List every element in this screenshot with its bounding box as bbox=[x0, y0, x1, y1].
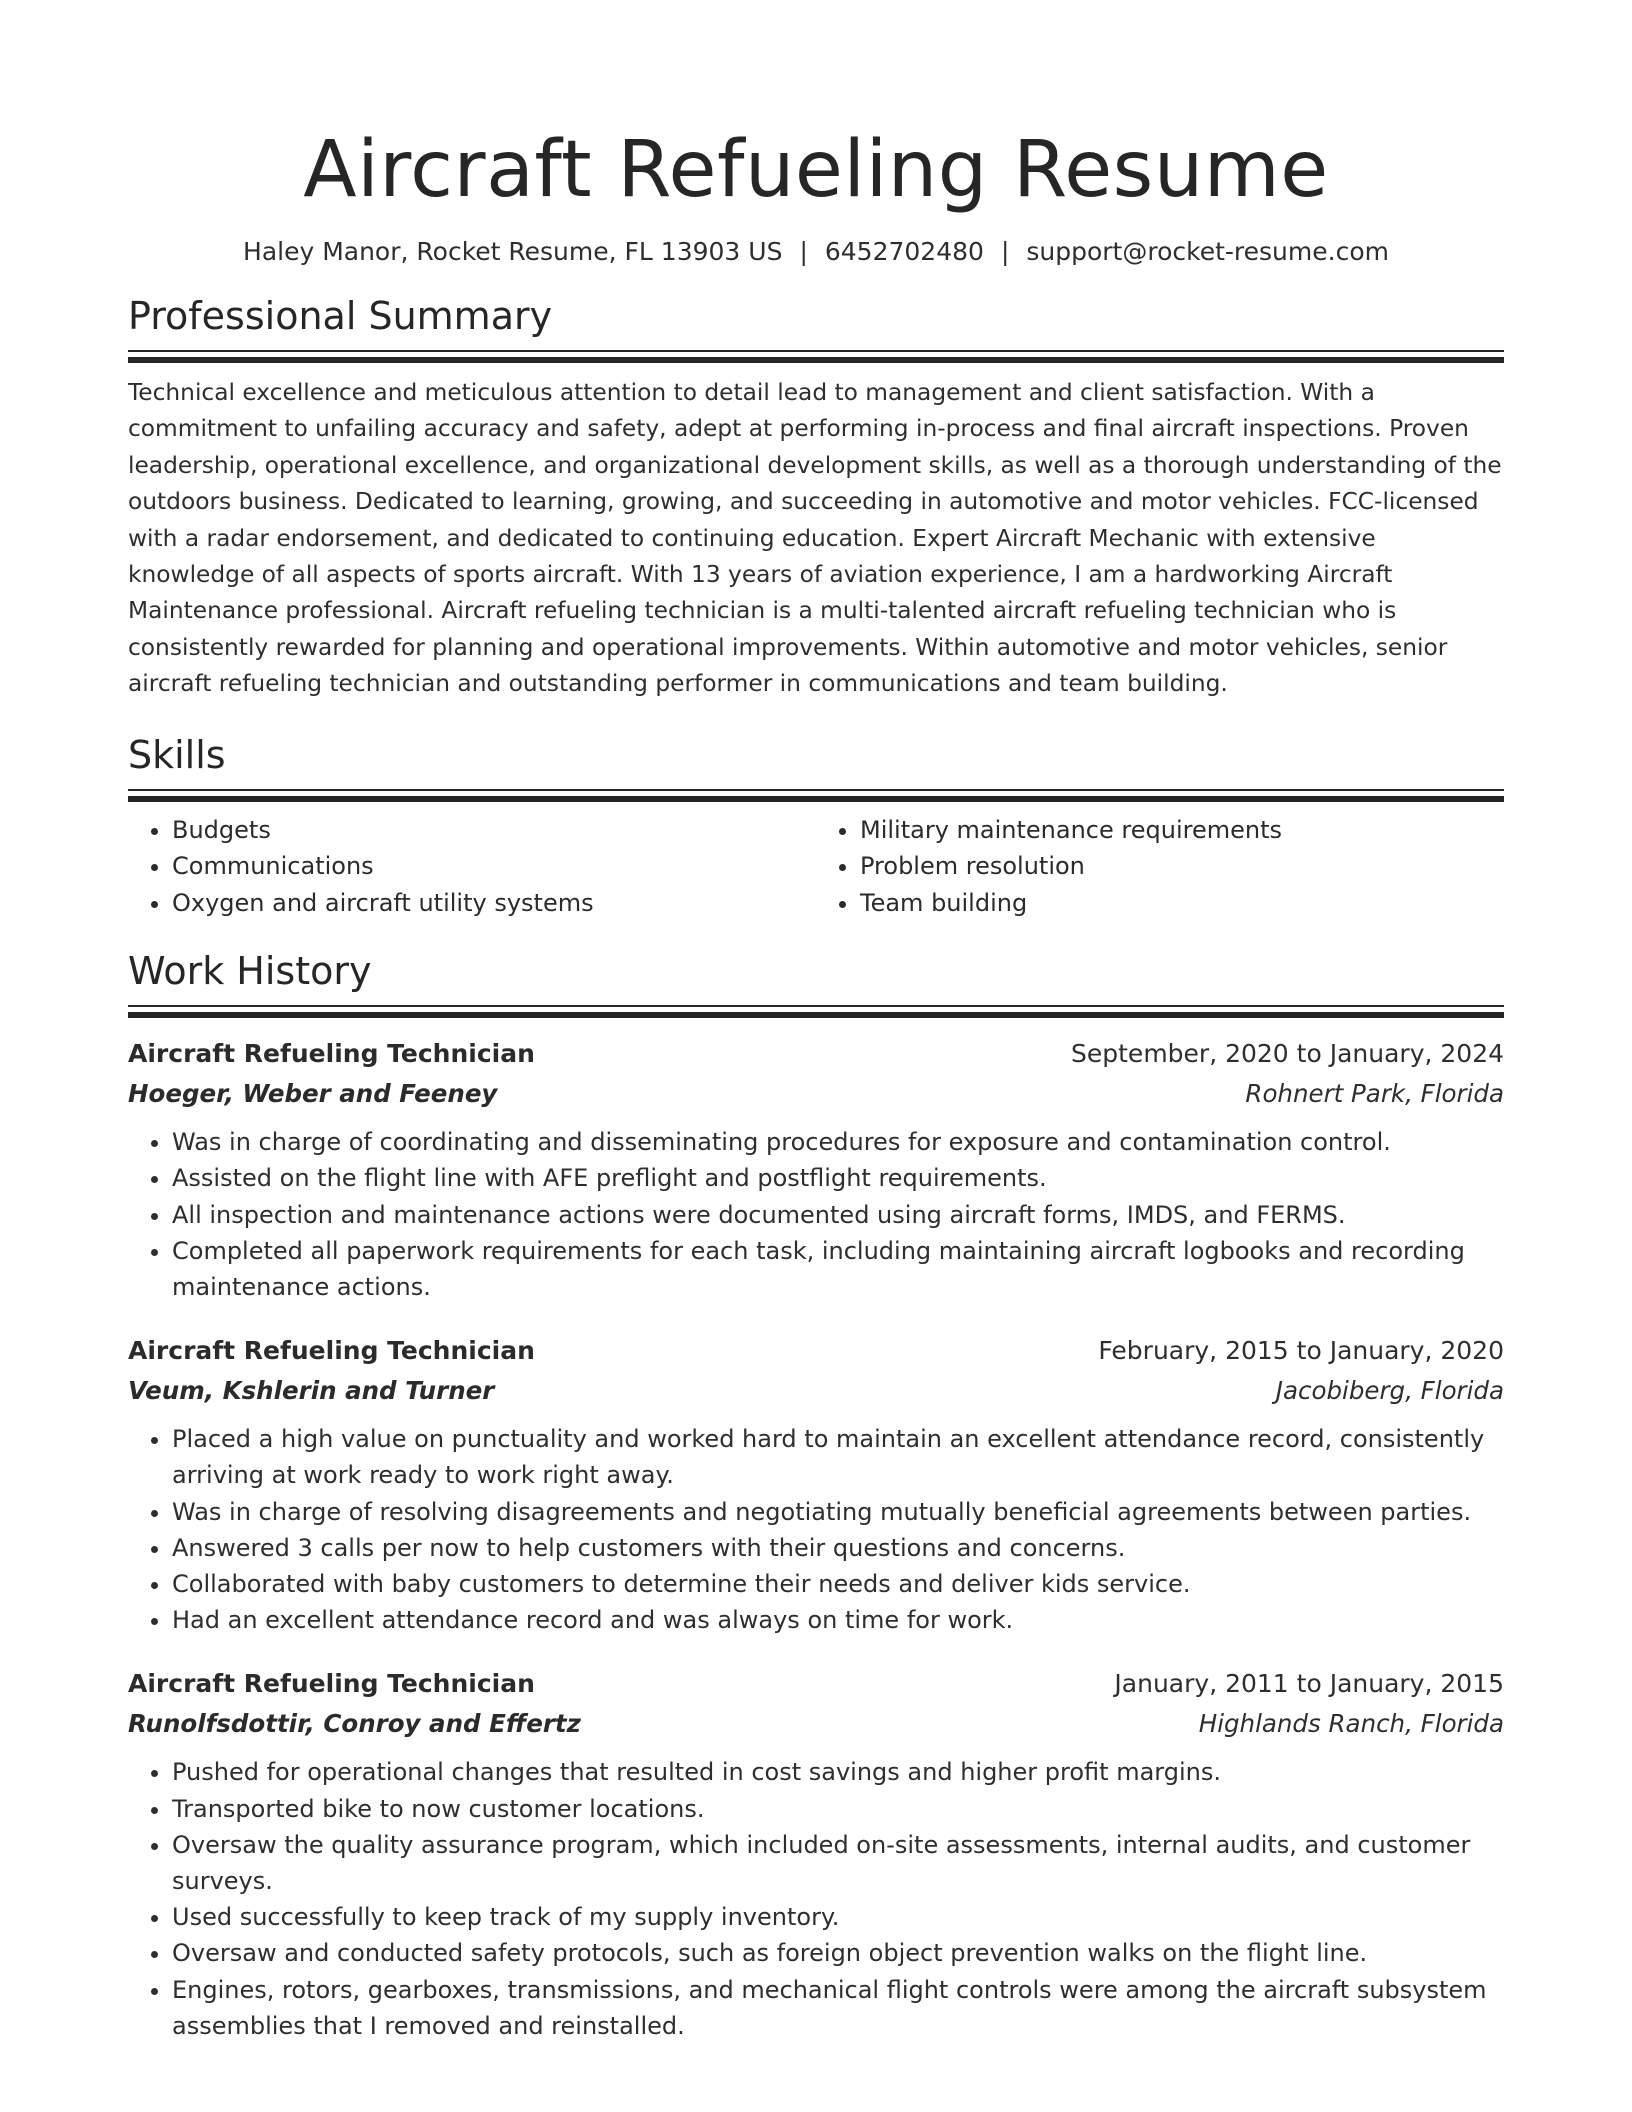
job-duty: • Had an excellent attendance record and was always on time for work. bbox=[172, 1602, 1504, 1638]
job-title: Aircraft Refueling Technician bbox=[128, 1336, 535, 1366]
job-location: Jacobiberg, Florida bbox=[1275, 1376, 1504, 1406]
resume-page bbox=[128, 0, 1504, 2044]
job-duty: • Placed a high value on punctuality and worked hard to maintain an excellent attendance record, consistently arriving at work ready to work right away. bbox=[172, 1421, 1504, 1493]
skills-section bbox=[128, 731, 1504, 922]
job-duties bbox=[128, 1754, 1504, 2044]
job-company: Veum, Kshlerin and Turner bbox=[128, 1376, 495, 1406]
job-duty: • All inspection and maintenance actions were documented using aircraft forms, IMDS, and FERMS. bbox=[172, 1197, 1504, 1233]
section-divider bbox=[128, 1005, 1504, 1020]
job-dates: February, 2015 to January, 2020 bbox=[1098, 1336, 1504, 1366]
summary-text: Technical excellence and meticulous attention to detail lead to management and client satisfaction. With a commitment to unfailing accuracy and safety, adept at performing in-process and final aircraft inspections. Proven leadership, operational excellence, and organizational development skills, as well as a thorough understanding of the outdoors business. Dedicated to learning, growing, and succeeding in automotive and motor vehicles. FCC-licensed with a radar endorsement, and dedicated to continuing education. Expert Aircraft Mechanic with extensive knowledge of all aspects of sports aircraft. With 13 years of aviation experience, I am a hardworking Aircraft Maintenance professional. Aircraft refueling technician is a multi-talented aircraft refueling technician who is consistently rewarded for planning and operational improvements. Within automotive and motor vehicles, senior aircraft refueling technician and outstanding performer in communications and team building. bbox=[128, 379, 1502, 698]
contact-address: Haley Manor, Rocket Resume, FL 13903 US bbox=[243, 237, 783, 266]
contact-phone: 6452702480 bbox=[824, 237, 984, 266]
skill-item: • Problem resolution bbox=[860, 848, 1504, 885]
section-heading-work-history: Work History bbox=[128, 949, 372, 994]
skills-column-right bbox=[816, 812, 1504, 922]
job-duty: • Was in charge of resolving disagreements and negotiating mutually beneficial agreements between parties. bbox=[172, 1494, 1504, 1530]
job-entry bbox=[128, 1034, 1504, 1305]
job-company: Hoeger, Weber and Feeney bbox=[128, 1079, 498, 1109]
skill-item: • Team building bbox=[860, 885, 1504, 922]
work-history-section bbox=[128, 947, 1504, 2044]
job-duty: • Pushed for operational changes that resulted in cost savings and higher profit margins. bbox=[172, 1754, 1504, 1790]
job-location: Highlands Ranch, Florida bbox=[1198, 1709, 1504, 1739]
job-duty: • Assisted on the flight line with AFE preflight and postflight requirements. bbox=[172, 1160, 1504, 1196]
skills-column-left bbox=[128, 812, 816, 922]
skill-item: • Budgets bbox=[172, 812, 816, 849]
job-entry bbox=[128, 1331, 1504, 1638]
job-duty: • Transported bike to now customer locations. bbox=[172, 1791, 1504, 1827]
job-duty: • Oversaw and conducted safety protocols, such as foreign object prevention walks on the flight line. bbox=[172, 1935, 1504, 1971]
job-duties bbox=[128, 1124, 1504, 1305]
contact-email: support@rocket-resume.com bbox=[1026, 237, 1389, 266]
contact-separator: | bbox=[1000, 237, 1010, 266]
job-duty: • Oversaw the quality assurance program, which included on-site assessments, internal audits, and customer surveys. bbox=[172, 1827, 1504, 1899]
job-duty: • Answered 3 calls per now to help customers with their questions and concerns. bbox=[172, 1530, 1504, 1566]
job-duty: • Was in charge of coordinating and disseminating procedures for exposure and contamination control. bbox=[172, 1124, 1504, 1160]
page-title: Aircraft Refueling Resume bbox=[303, 125, 1329, 215]
job-dates: September, 2020 to January, 2024 bbox=[1071, 1039, 1504, 1069]
skill-item: • Oxygen and aircraft utility systems bbox=[172, 885, 816, 922]
job-company: Runolfsdottir, Conroy and Effertz bbox=[128, 1709, 581, 1739]
job-duties bbox=[128, 1421, 1504, 1638]
job-location: Rohnert Park, Florida bbox=[1245, 1079, 1504, 1109]
job-title: Aircraft Refueling Technician bbox=[128, 1669, 535, 1699]
contact-line bbox=[128, 234, 1504, 270]
job-title: Aircraft Refueling Technician bbox=[128, 1039, 535, 1069]
section-divider bbox=[128, 350, 1504, 365]
skill-item: • Military maintenance requirements bbox=[860, 812, 1504, 849]
section-heading-summary: Professional Summary bbox=[128, 294, 553, 338]
skill-item: • Communications bbox=[172, 848, 816, 885]
summary-section bbox=[128, 292, 1504, 703]
job-entry bbox=[128, 1664, 1504, 2044]
contact-separator: | bbox=[799, 237, 808, 266]
section-heading-skills: Skills bbox=[128, 732, 226, 777]
job-duty: • Engines, rotors, gearboxes, transmissions, and mechanical flight controls were among the aircraft subsystem assemblies that I removed and reinstalled. bbox=[172, 1972, 1504, 2044]
job-duty: • Completed all paperwork requirements for each task, including maintaining aircraft logbooks and recording maintenance actions. bbox=[172, 1233, 1504, 1305]
job-dates: January, 2011 to January, 2015 bbox=[1114, 1669, 1504, 1699]
section-divider bbox=[128, 789, 1504, 804]
job-duty: • Used successfully to keep track of my supply inventory. bbox=[172, 1899, 1504, 1935]
skills-columns bbox=[128, 812, 1504, 922]
job-duty: • Collaborated with baby customers to determine their needs and deliver kids service. bbox=[172, 1566, 1504, 1602]
